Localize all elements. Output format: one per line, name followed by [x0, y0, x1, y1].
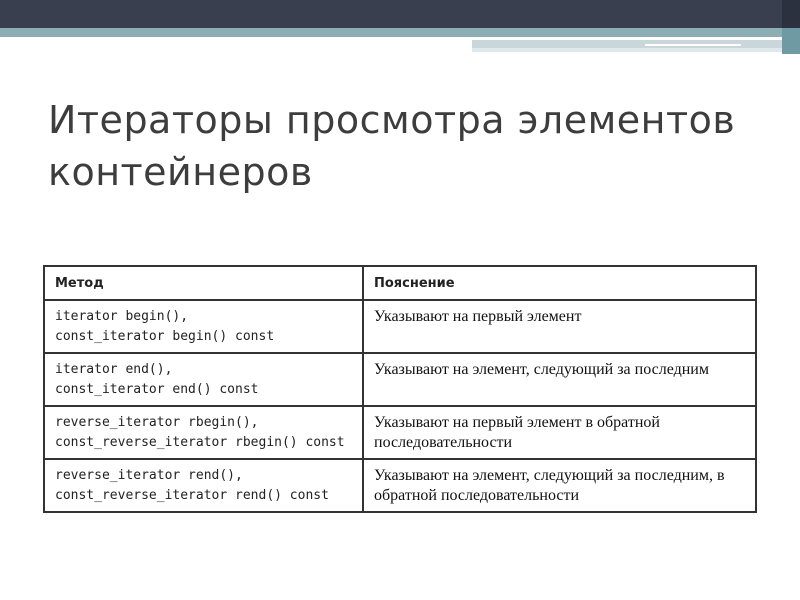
column-header-method: Метод	[44, 266, 363, 300]
table-row	[44, 406, 756, 459]
header-bar-teal-accent	[782, 28, 800, 54]
column-header-explanation: Пояснение	[363, 266, 756, 300]
header-bar-teal	[0, 28, 782, 37]
method-cell	[44, 459, 363, 512]
table-row	[44, 353, 756, 406]
header-bar-dark-accent	[782, 0, 800, 28]
method-line: iterator begin(),	[55, 309, 189, 324]
header-bar-dark	[0, 0, 782, 28]
table-row	[44, 459, 756, 512]
method-line: const_reverse_iterator rbegin() const	[55, 435, 345, 450]
method-line: iterator end(),	[55, 362, 173, 377]
method-cell	[44, 300, 363, 353]
explanation-cell: Указывают на элемент, следующий за последним, в обратной последовательности	[363, 459, 756, 512]
table-row	[44, 300, 756, 353]
method-line: const_iterator begin() const	[55, 329, 275, 344]
method-line: const_reverse_iterator rend() const	[55, 488, 329, 503]
method-cell	[44, 406, 363, 459]
header-bar-thin-light	[472, 48, 782, 52]
method-line: reverse_iterator rbegin(),	[55, 415, 259, 430]
method-line: reverse_iterator rend(),	[55, 468, 243, 483]
iterators-table-wrapper	[43, 265, 755, 513]
explanation-cell: Указывают на элемент, следующий за последним	[363, 353, 756, 406]
method-line: const_iterator end() const	[55, 382, 259, 397]
iterators-table	[43, 265, 757, 513]
explanation-cell: Указывают на первый элемент	[363, 300, 756, 353]
slide-title: Итераторы просмотра элементов контейнеров	[48, 98, 736, 194]
header-bar-white-line	[645, 44, 741, 46]
explanation-cell: Указывают на первый элемент в обратной последовательности	[363, 406, 756, 459]
method-cell	[44, 353, 363, 406]
table-header-row	[44, 266, 756, 300]
